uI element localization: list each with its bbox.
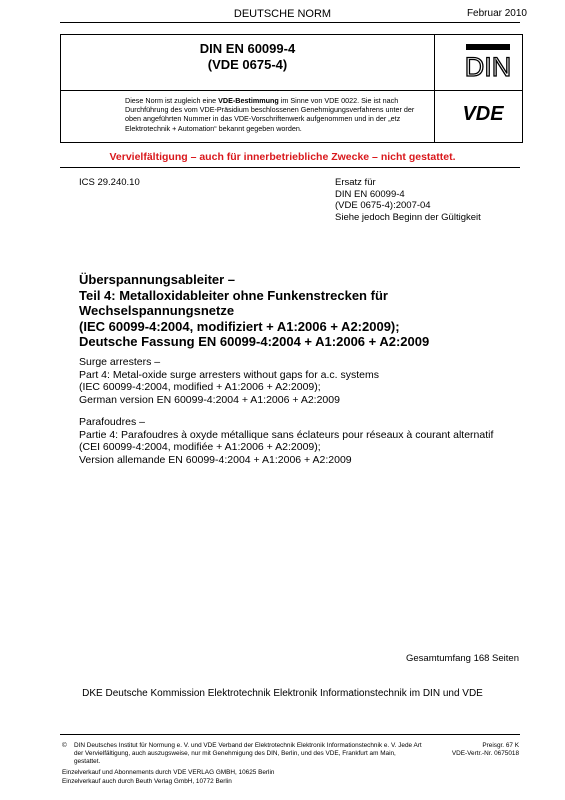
sales-line: Einzelverkauf auch durch Beuth Verlag GmbH, 10772 Berlin [62, 778, 232, 785]
vde-logo [450, 103, 516, 123]
replacement-line: (VDE 0675-4):2007-04 [335, 200, 431, 211]
vde-distribution-number: VDE-Vertr.-Nr. 0675018 [451, 750, 519, 757]
title-french [79, 416, 529, 466]
title-german-line: Wechselspannungsnetze [79, 303, 235, 318]
total-pages: Gesamtumfang 168 Seiten [405, 653, 519, 664]
replacement-line: Siehe jedoch Beginn der Gültigkeit [335, 211, 481, 223]
sales-info [62, 768, 274, 786]
box-vertical-divider [434, 35, 435, 142]
din-logo-text: DIN [465, 52, 511, 79]
title-english-line: Surge arresters – [79, 356, 161, 368]
vde-designation-note [125, 96, 430, 133]
box-horizontal-divider [61, 90, 522, 91]
top-divider [60, 22, 520, 23]
dke-committee: DKE Deutsche Kommission Elektrotechnik Elektronik Informationstechnik im DIN und VDE [82, 688, 483, 699]
copyright-icon: © [62, 742, 67, 749]
title-english-line: (IEC 60099-4:2004, modified + A1:2006 + A2:2009); [79, 381, 321, 393]
title-english [79, 356, 519, 406]
title-german-line: Teil 4: Metalloxidableiter ohne Funkenstrecken für [79, 287, 388, 303]
ics-code: ICS 29.240.10 [79, 177, 140, 188]
note-text-end: im Sinne von VDE 0022. Sie ist nach Durchführung des vom VDE-Präsidium beschlossenen Genehmigungsverfahrens unter der oben angeführten Nummer in das VDE-Vorschriftenwerk aufgenommen und in der „etz Elektrotechnik + Automation“ bekannt gegeben worden. [125, 96, 415, 133]
reproduction-warning: Vervielfältigung – auch für innerbetriebliche Zwecke – nicht gestattet. [109, 151, 456, 163]
note-text-start: Diese Norm ist zugleich eine [125, 96, 219, 105]
standard-number-vde: (VDE 0675-4) [207, 57, 288, 72]
replacement-info [335, 177, 481, 223]
publication-date: Februar 2010 [466, 8, 527, 19]
footer-divider [60, 734, 520, 735]
din-logo [465, 43, 511, 79]
title-german-line: Deutsche Fassung EN 60099-4:2004 + A1:2006 + A2:2009 [79, 334, 430, 349]
title-french-line: (CEI 60099-4:2004, modifiée + A1:2006 + A2:2009); [79, 441, 321, 453]
title-german [79, 272, 519, 350]
title-german-line: (IEC 60099-4:2004, modifiziert + A1:2006 + A2:2009); [79, 318, 400, 334]
warning-divider [60, 167, 520, 168]
copyright-text: DIN Deutsches Institut für Normung e. V. und VDE Verband der Elektrotechnik Elektronik Informationstechnik e. V. Jede Art der Vervielfältigung, auch auszugsweise, nur mit Genehmigung des DIN, Berlin, und des VDE, Frankfurt am Main, gestattet. [74, 742, 422, 765]
note-text-bold: VDE-Bestimmung [218, 96, 279, 105]
standard-number [61, 41, 434, 73]
sales-line: Einzelverkauf und Abonnements durch VDE VERLAG GMBH, 10625 Berlin [62, 769, 275, 776]
title-french-line: Version allemande EN 60099-4:2004 + A1:2006 + A2:2009 [79, 453, 352, 466]
title-french-line: Partie 4: Parafoudres à oxyde métallique sans éclateurs pour réseaux à courant alternatif [79, 428, 494, 441]
document-type-label: DEUTSCHE NORM [233, 8, 332, 20]
standard-number-din: DIN EN 60099-4 [199, 41, 296, 56]
title-german-line: Überspannungsableiter – [79, 272, 236, 287]
replacement-line: DIN EN 60099-4 [335, 188, 405, 200]
title-english-line: Part 4: Metal-oxide surge arresters without gaps for a.c. systems [79, 368, 379, 381]
standard-header-box [60, 34, 523, 143]
price-group: Preisgr. 67 K [482, 742, 519, 749]
title-french-line: Parafoudres – [79, 416, 145, 428]
title-english-line: German version EN 60099-4:2004 + A1:2006 + A2:2009 [79, 393, 340, 406]
price-info [452, 742, 519, 758]
vde-logo-text: VDE [462, 103, 504, 123]
copyright-notice [62, 742, 422, 766]
replacement-line: Ersatz für [335, 177, 376, 188]
